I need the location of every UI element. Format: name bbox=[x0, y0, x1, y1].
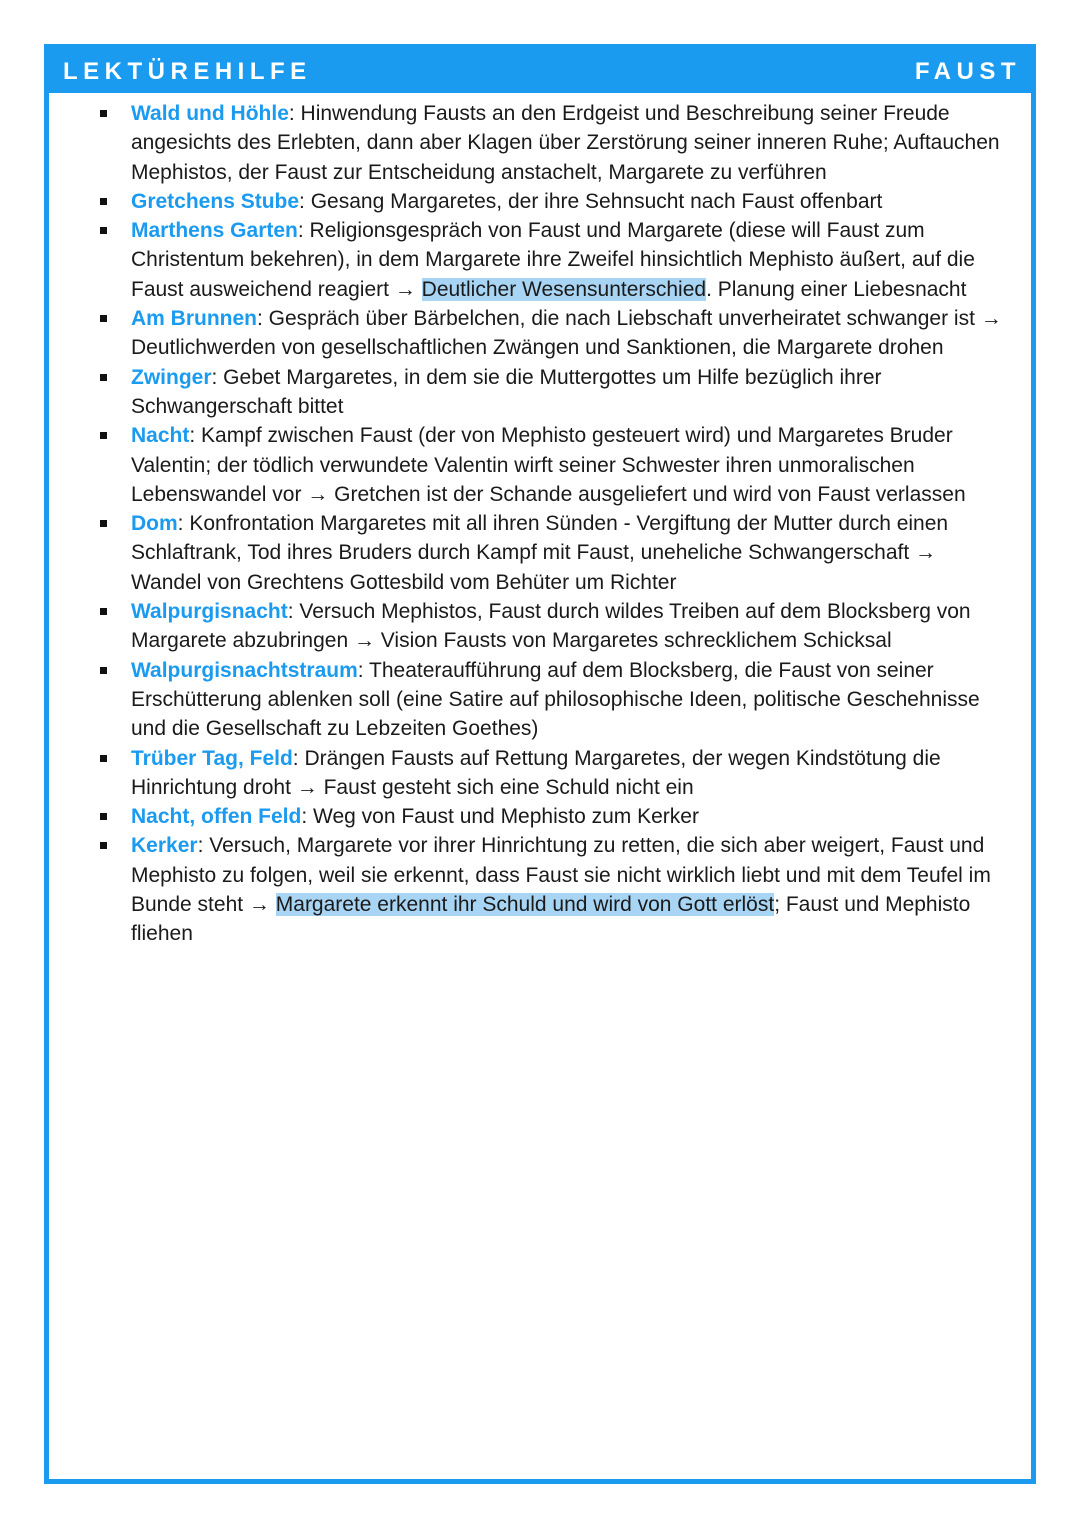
scene-title: Nacht bbox=[131, 424, 190, 448]
scene-description-end: . Planung einer Liebesnacht bbox=[706, 277, 967, 301]
scene-title: Trüber Tag, Feld bbox=[131, 746, 293, 770]
scene-description: : Versuch, Margarete vor ihrer Hinrichtung zu retten, die sich aber weigert, Faust und Mephisto zu folgen, weil sie erkennt, dass Faust sie nicht wirklich liebt und mit dem Teufel im Bunde steht → bbox=[131, 834, 991, 917]
header-bar bbox=[49, 49, 1031, 93]
scene-title: Am Brunnen bbox=[131, 307, 257, 331]
list-item bbox=[131, 216, 1011, 304]
scene-title: Wald und Höhle bbox=[131, 102, 289, 125]
bullet-icon bbox=[100, 608, 107, 615]
highlighted-text: Margarete erkennt ihr Schuld und wird von Gott erlöst bbox=[275, 893, 775, 917]
scene-description: : Gespräch über Bärbelchen, die nach Liebschaft unverheiratet schwanger ist → Deutlichwerden von gesellschaftlichen Zwängen und Sanktionen, die Margarete drohen bbox=[131, 307, 1002, 360]
bullet-icon bbox=[100, 667, 107, 674]
scene-description-end: ; Faust und Mephisto fliehen bbox=[131, 893, 971, 946]
scene-title: Walpurgisnacht bbox=[131, 600, 288, 624]
list-item bbox=[131, 99, 1011, 187]
scene-title: Zwinger bbox=[131, 365, 212, 389]
bullet-icon bbox=[100, 520, 107, 527]
scene-description: : Drängen Fausts auf Rettung Margaretes, der wegen Kindstötung die Hinrichtung droht → Faust gesteht sich eine Schuld nicht ein bbox=[131, 746, 941, 799]
header-title-left: LEKTÜREHILFE bbox=[63, 58, 312, 85]
bullet-icon bbox=[100, 842, 107, 849]
scene-description: : Konfrontation Margaretes mit all ihren Sünden - Vergiftung der Mutter durch einen Schlaftrank, Tod ihres Bruders durch Kampf mit Faust, uneheliche Schwangerschaft → Wandel von Grechtens Gottesbild vom Behüter um Richter bbox=[131, 512, 949, 594]
bullet-icon bbox=[100, 755, 107, 762]
scene-title: Marthens Garten bbox=[131, 219, 298, 243]
bullet-icon bbox=[100, 813, 107, 820]
list-item bbox=[131, 187, 1011, 216]
scene-description: : Kampf zwischen Faust (der von Mephisto gesteuert wird) und Margaretes Bruder Valentin; der tödlich verwundete Valentin wirft seiner Schwester ihren unmoralischen Lebenswandel vor → Gretchen ist der Schande ausgeliefert und wird von Faust verlassen bbox=[131, 424, 966, 506]
scene-description: : Gesang Margaretes, der ihre Sehnsucht nach Faust offenbart bbox=[299, 189, 883, 213]
list-item bbox=[131, 656, 1011, 744]
list-item bbox=[131, 509, 1011, 597]
list-item bbox=[131, 304, 1011, 363]
list-item bbox=[131, 802, 1011, 831]
list-item bbox=[131, 421, 1011, 509]
scene-title: Dom bbox=[131, 512, 178, 536]
scene-description: : Religionsgespräch von Faust und Margarete (diese will Faust zum Christentum bekehren), in dem Margarete ihre Zweifel hinsichtlich Mephisto äußert, auf die Faust ausweichend reagiert → bbox=[131, 219, 975, 301]
scene-title: Gretchens Stube bbox=[131, 189, 300, 213]
list-item bbox=[131, 744, 1011, 803]
bullet-icon bbox=[100, 110, 107, 117]
header-title-right: FAUST bbox=[914, 58, 1021, 85]
bullet-icon bbox=[100, 432, 107, 439]
bullet-icon bbox=[100, 374, 107, 381]
highlighted-text: Deutlicher Wesensunterschied bbox=[421, 277, 707, 301]
scene-description: : Versuch Mephistos, Faust durch wildes Treiben auf dem Blocksberg von Margarete abzubringen → Vision Fausts von Margaretes schrecklichem Schicksal bbox=[131, 600, 971, 653]
scene-description: : Hinwendung Fausts an den Erdgeist und Beschreibung seiner Freude angesichts des Erlebten, dann aber Klagen über Zerstörung seiner inneren Ruhe; Auftauchen Mephistos, der Faust zur Entscheidung anstachelt, Margarete zu verführen bbox=[131, 102, 1000, 184]
scene-list bbox=[131, 99, 1011, 949]
bullet-icon bbox=[100, 315, 107, 322]
bullet-icon bbox=[100, 198, 107, 205]
scene-title: Walpurgisnachtstraum bbox=[131, 658, 358, 682]
list-item bbox=[131, 363, 1011, 422]
scene-title: Kerker bbox=[131, 834, 198, 858]
list-item bbox=[131, 597, 1011, 656]
list-item bbox=[131, 831, 1011, 948]
scene-title: Nacht, offen Feld bbox=[131, 805, 302, 829]
scene-description: : Gebet Margaretes, in dem sie die Muttergottes um Hilfe bezüglich ihrer Schwangerschaft bittet bbox=[131, 365, 882, 418]
scene-description: : Theateraufführung auf dem Blocksberg, die Faust von seiner Erschütterung ablenken soll (eine Satire auf philosophische Ideen, politische Geschehnisse und die Gesellschaft zu Lebzeiten Goethes) bbox=[131, 658, 980, 741]
scene-description: : Weg von Faust und Mephisto zum Kerker bbox=[301, 805, 699, 829]
bullet-icon bbox=[100, 227, 107, 234]
